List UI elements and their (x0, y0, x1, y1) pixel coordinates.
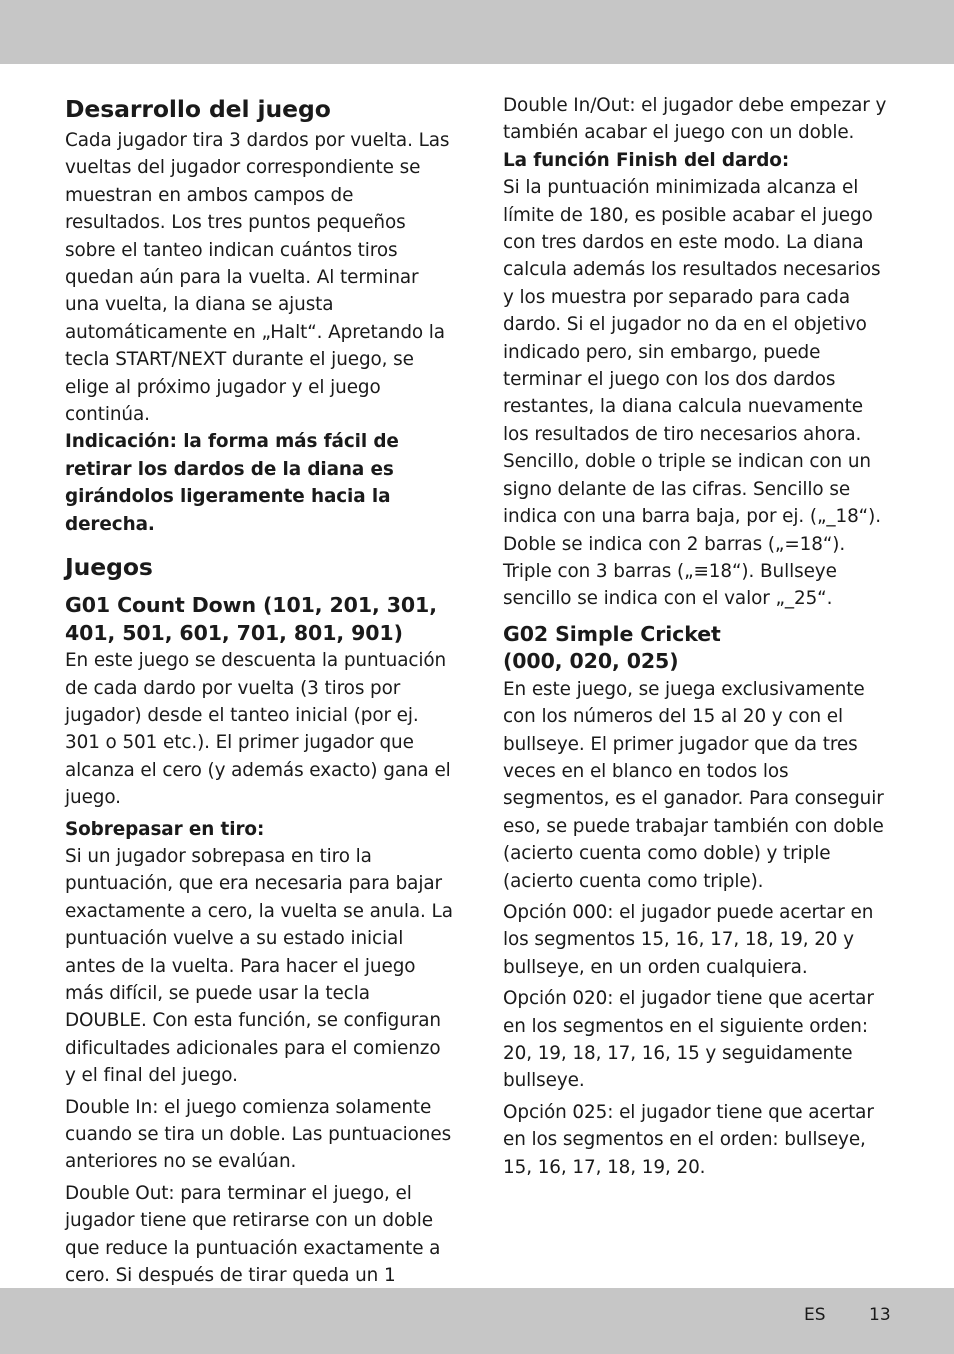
heading-desarrollo: Desarrollo del juego (65, 95, 331, 123)
paragraph-sobrepasar: Si un jugador sobrepasa en tiro la puntuación, que era necesaria para bajar exactamente a cero, la vuelta se anula. La puntuación vuelve a su estado inicial antes de la vuelta. Para hacer el juego más difícil, se puede usar la tecla DOUBLE. Con esta función, se configuran dificultades adicionales para el comienzo y el final del juego. (65, 845, 453, 1087)
heading-g01: G01 Count Down (101, 201, 301, 401, 501, 601, 701, 801, 901) (65, 593, 437, 645)
right-column (503, 92, 893, 1181)
paragraph-double-out: Double Out: para terminar el juego, el jugador tiene que retirarse con un doble que reduce la puntuación exactamente a cero. Si después de tirar queda un 1 (65, 1182, 441, 1287)
paragraph-finish: Si la puntuación minimizada alcanza el límite de 180, es posible acabar el juego con tres dardos en este modo. La diana calcula además los resultados necesarios y los muestra por separado para cada dardo. Si el jugador no da en el objetivo indicado pero, sin embargo, puede terminar el juego con los dos dardos restantes, la diana calcula nuevamente los resultados de tiro necesarios ahora. Sencillo, doble o triple se indican con un signo delante de las cifras. Sencillo se indica con una barra baja, por ej. („_18“). Doble se indica con 2 barras („=18“). Triple con 3 barras („≡18“). Bullseye sencillo se indica con el valor „_25“. (503, 177, 881, 610)
paragraph-double-in: Double In: el juego comienza solamente cuando se tira un doble. Las puntuaciones anteriores no se evalúan. (65, 1096, 452, 1173)
footer-language: ES (804, 1305, 826, 1325)
heading-g02-line1: G02 Simple Cricket (503, 621, 721, 646)
paragraph-opcion-025: Opción 025: el jugador tiene que acertar en los segmentos en el orden: bullseye, 15, 16, 17, 18, 19, 20. (503, 1101, 874, 1178)
heading-juegos: Juegos (65, 553, 153, 582)
left-column (65, 92, 453, 1344)
paragraph-desarrollo: Cada jugador tira 3 dardos por vuelta. Las vueltas del jugador correspondiente se muestran en ambos campos de resultados. Los tres puntos pequeños sobre el tanteo indican cuántos tiros quedan aún para la vuelta. Al terminar una vuelta, la diana se ajusta automáticamente en „Halt“. Apretando la tecla START/NEXT durante el juego, se elige al próximo jugador y el juego continúa. (65, 130, 450, 426)
header-band (0, 0, 954, 64)
paragraph-opcion-020: Opción 020: el jugador tiene que acertar en los segmentos en el siguiente orden: 20, 19, 18, 17, 16, 15 y seguidamente bullseye. (503, 988, 874, 1092)
paragraph-indicacion: Indicación: la forma más fácil de retirar los dardos de la diana es girándolos ligeramente hacia la derecha. (65, 431, 399, 535)
label-sobrepasar: Sobrepasar en tiro: (65, 818, 265, 840)
heading-g02 (503, 621, 893, 676)
paragraph-opcion-000: Opción 000: el jugador puede acertar en los segmentos 15, 16, 17, 18, 19, 20 y bullseye, en un orden cualquiera. (503, 901, 874, 978)
paragraph-g02: En este juego, se juega exclusivamente con los números del 15 al 20 y con el bullseye. El primer jugador que da tres veces en el blanco en todos los segmentos, es el ganador. Para conseguir eso, se puede trabajar también con doble (acierto cuenta como doble) y triple (acierto cuenta como triple). (503, 678, 884, 892)
label-finish: La función Finish del dardo: (503, 149, 790, 171)
paragraph-double-inout: Double In/Out: el jugador debe empezar y también acabar el juego con un doble. (503, 95, 887, 144)
page-number: 13 (869, 1305, 891, 1325)
paragraph-g01: En este juego se descuenta la puntuación de cada dardo por vuelta (3 tiros por jugador) desde el tanteo inicial (por ej. 301 o 501 etc.). El primer jugador que alcanza el cero (y además exacto) gana el juego. (65, 650, 451, 809)
heading-g02-line2: (000, 020, 025) (503, 649, 679, 674)
